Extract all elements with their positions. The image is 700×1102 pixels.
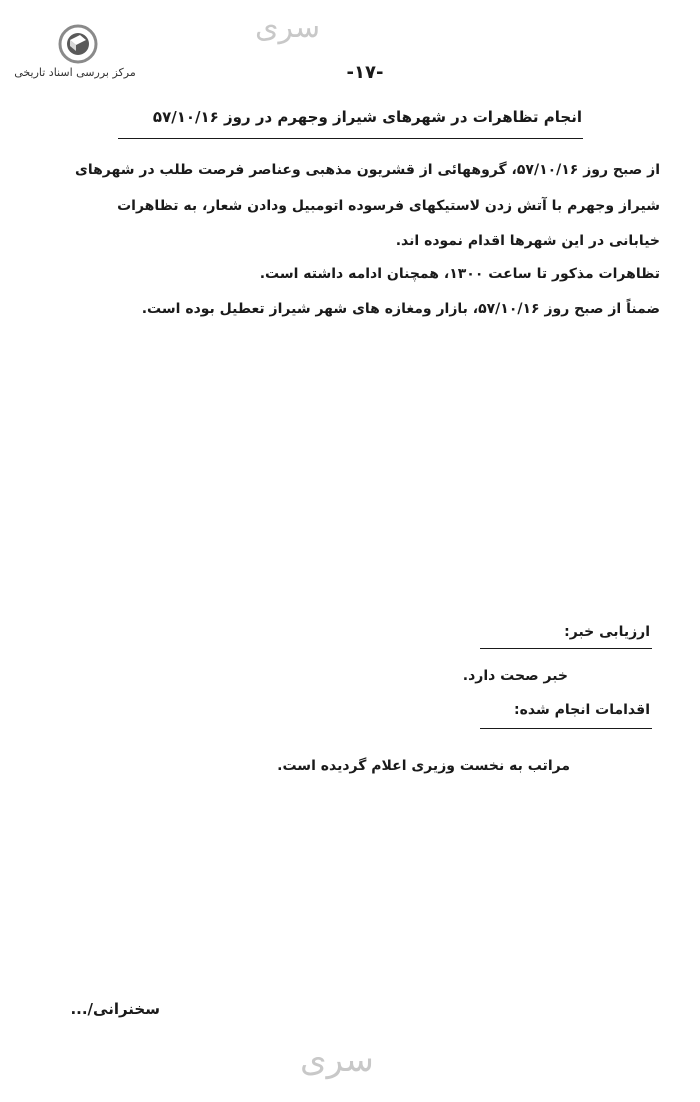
document-heading: انجام تظاهرات در شهرهای شیراز وجهرم در روز ۵۷/۱۰/۱۶ — [152, 108, 582, 126]
body-line-5: ضمناً از صبح روز ۵۷/۱۰/۱۶، بازار ومغازه های شهر شیراز تعطیل بوده است. — [141, 301, 660, 317]
actions-label: اقدامات انجام شده: — [514, 702, 650, 718]
body-line-4: تظاهرات مذکور تا ساعت ۱۳۰۰، همچنان ادامه داشته است. — [259, 266, 660, 282]
assessment-value: خبر صحت دارد. — [462, 668, 568, 684]
assessment-label: ارزیابی خبر: — [564, 624, 650, 640]
body-line-2: شیراز وجهرم با آتش زدن لاستیکهای فرسوده اتومبیل ودادن شعار، به تظاهرات — [117, 198, 660, 214]
secret-stamp-bottom: سری — [300, 1040, 374, 1080]
signature: سخنرانی/... — [70, 1000, 160, 1018]
logo-caption: مرکز بررسی اسناد تاریخی — [14, 66, 136, 79]
assessment-underline — [480, 648, 652, 649]
heading-underline — [118, 138, 583, 139]
body-line-1: از صبح روز ۵۷/۱۰/۱۶، گروههائی از قشریون مذهبی وعناصر فرصت طلب در شهرهای — [75, 162, 660, 178]
archive-logo — [14, 24, 136, 86]
body-line-3: خیابانی در این شهرها اقدام نموده اند. — [395, 233, 660, 249]
secret-stamp-top: سری — [255, 10, 321, 45]
page-number: -۱۷- — [346, 62, 384, 83]
actions-underline — [480, 728, 652, 729]
archive-logo-icon — [58, 24, 98, 64]
actions-value: مراتب به نخست وزیری اعلام گردیده است. — [277, 758, 570, 774]
